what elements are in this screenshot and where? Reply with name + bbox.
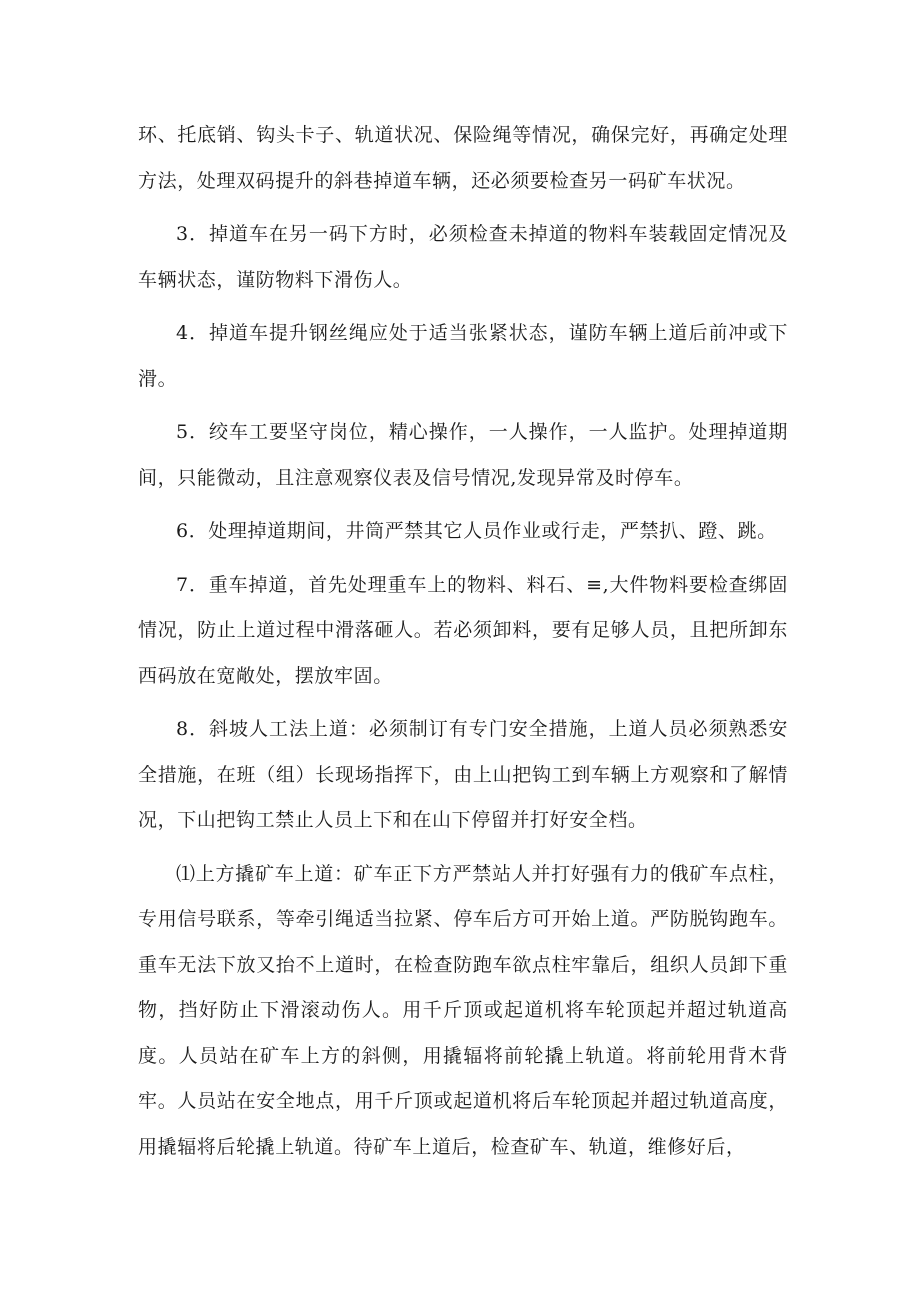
paragraph-item-8: 8．斜坡人工法上道：必须制订有专门安全措施，上道人员必须熟悉安全措施，在班（组）长现场指挥下，由上山把钩工到车辆上方观察和了解情况，下山把钩工禁止人员上下和在山下停留并打好安全档。: [138, 718, 788, 831]
paragraph-continuation: 环、托底销、钩头卡子、轨道状况、保险绳等情况，确保完好，再确定处理方法，处理双码提升的斜巷掉道车辆，还必须要检查另一码矿车状况。: [138, 124, 788, 192]
paragraph-item-5: 5．绞车工要坚守岗位，精心操作，一人操作，一人监护。处理掉道期间，只能微动，且注意观察仪表及信号情况,发现异常及时停车。: [138, 421, 788, 489]
paragraph-subitem-1: ⑴上方撬矿车上道：矿车正下方严禁站人并打好强有力的俄矿车点柱，专用信号联系，等牵引绳适当拉紧、停车后方可开始上道。严防脱钩跑车。重车无法下放又抬不上道时，在检查防跑车欲点柱牢靠后，组织人员卸下重物，挡好防止下滑滚动伤人。用千斤顶或起道机将车轮顶起并超过轨道高度。人员站在矿车上方的斜侧，用撬辐将前轮撬上轨道。将前轮用背木背牢。人员站在安全地点，用千斤顶或起道机将后车轮顶起并超过轨道高度，用撬辐将后轮撬上轨道。待矿车上道后，检查矿车、轨道，维修好后，: [138, 862, 788, 1158]
paragraph-item-7: 7．重车掉道，首先处理重车上的物料、料石、≡,大件物料要检查绑固情况，防止上道过程中滑落砸人。若必须卸料，要有足够人员，且把所卸东西码放在宽敞处，摆放牢固。: [138, 573, 788, 687]
paragraph-item-6: 6．处理掉道期间，井筒严禁其它人员作业或行走，严禁扒、蹬、跳。: [176, 520, 777, 542]
paragraph-item-4: 4．掉道车提升钢丝绳应处于适当张紧状态，谨防车辆上道后前冲或下滑。: [138, 322, 788, 390]
paragraph-item-3: 3．掉道车在另一码下方时，必须检查未掉道的物料车装载固定情况及车辆状态，谨防物料下滑伤人。: [138, 223, 788, 291]
document-body: [138, 113, 788, 1178]
